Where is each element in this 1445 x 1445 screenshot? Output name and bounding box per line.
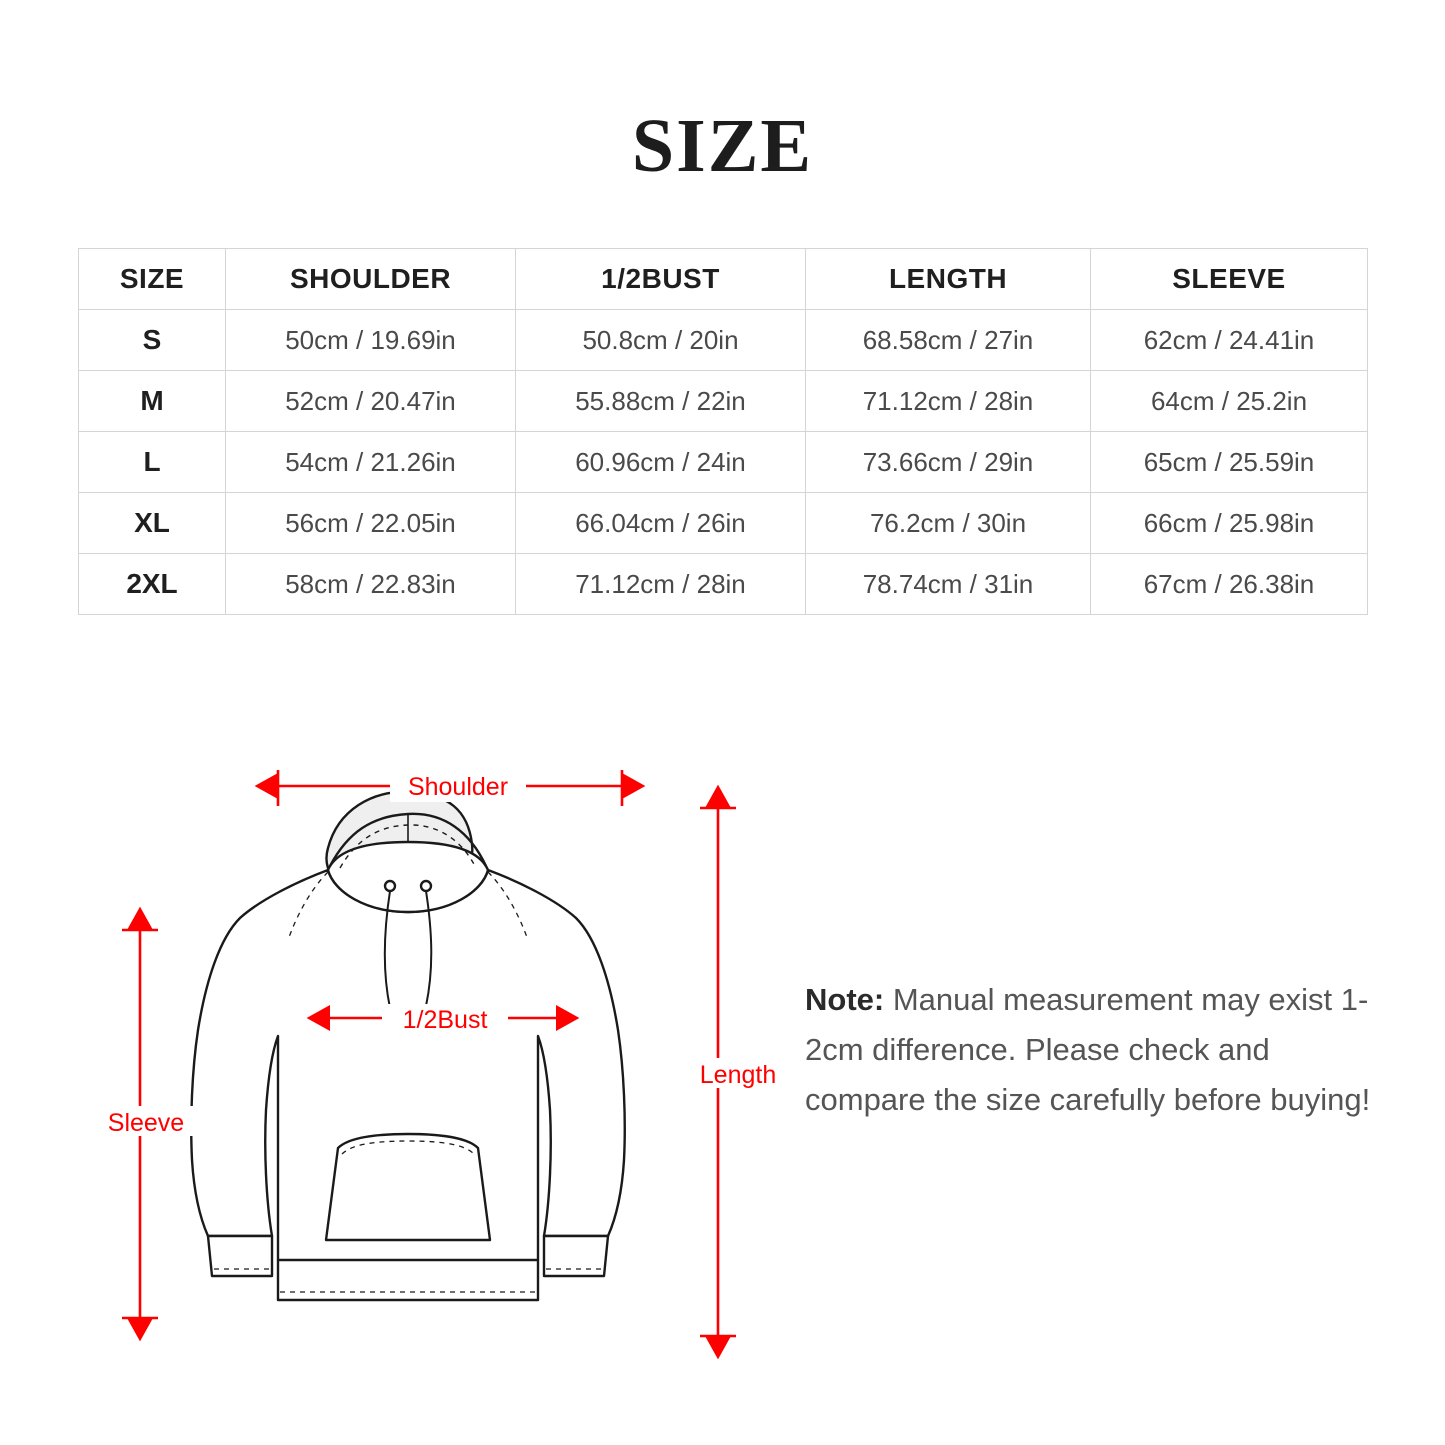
cell-shoulder: 54cm / 21.26in <box>226 432 516 493</box>
note-block <box>805 975 1375 1126</box>
table-header-row <box>79 249 1368 310</box>
cell-shoulder: 58cm / 22.83in <box>226 554 516 615</box>
cell-length: 68.58cm / 27in <box>806 310 1091 371</box>
hoodie-measurement-diagram <box>90 740 790 1380</box>
cell-bust: 55.88cm / 22in <box>516 371 806 432</box>
label-sleeve: Sleeve <box>107 1109 185 1137</box>
cell-size: 2XL <box>79 554 226 615</box>
cell-bust: 71.12cm / 28in <box>516 554 806 615</box>
table-row <box>79 310 1368 371</box>
cell-sleeve: 67cm / 26.38in <box>1091 554 1368 615</box>
cell-sleeve: 64cm / 25.2in <box>1091 371 1368 432</box>
cell-shoulder: 56cm / 22.05in <box>226 493 516 554</box>
label-length: Length <box>699 1061 777 1089</box>
cell-bust: 50.8cm / 20in <box>516 310 806 371</box>
cell-sleeve: 66cm / 25.98in <box>1091 493 1368 554</box>
cell-length: 76.2cm / 30in <box>806 493 1091 554</box>
cell-size: M <box>79 371 226 432</box>
column-header-bust: 1/2BUST <box>516 249 806 310</box>
cell-sleeve: 65cm / 25.59in <box>1091 432 1368 493</box>
label-bust: 1/2Bust <box>402 1006 488 1034</box>
cell-length: 78.74cm / 31in <box>806 554 1091 615</box>
size-table <box>78 248 1368 615</box>
cell-length: 73.66cm / 29in <box>806 432 1091 493</box>
cell-length: 71.12cm / 28in <box>806 371 1091 432</box>
cell-bust: 60.96cm / 24in <box>516 432 806 493</box>
table-row <box>79 371 1368 432</box>
cell-size: L <box>79 432 226 493</box>
cell-bust: 66.04cm / 26in <box>516 493 806 554</box>
note-text: Manual measurement may exist 1-2cm difference. Please check and compare the size carefully before buying! <box>805 982 1371 1118</box>
cell-shoulder: 50cm / 19.69in <box>226 310 516 371</box>
label-shoulder: Shoulder <box>407 773 509 801</box>
page-title: SIZE <box>631 104 814 188</box>
table-row <box>79 432 1368 493</box>
cell-size: XL <box>79 493 226 554</box>
note-prefix: Note: <box>805 982 885 1017</box>
cell-shoulder: 52cm / 20.47in <box>226 371 516 432</box>
column-header-sleeve: SLEEVE <box>1091 249 1368 310</box>
size-table-container <box>78 248 1367 615</box>
cell-sleeve: 62cm / 24.41in <box>1091 310 1368 371</box>
table-row <box>79 493 1368 554</box>
cell-size: S <box>79 310 226 371</box>
column-header-length: LENGTH <box>806 249 1091 310</box>
column-header-size: SIZE <box>79 249 226 310</box>
hoodie-illustration <box>191 792 625 1300</box>
table-row <box>79 554 1368 615</box>
column-header-shoulder: SHOULDER <box>226 249 516 310</box>
